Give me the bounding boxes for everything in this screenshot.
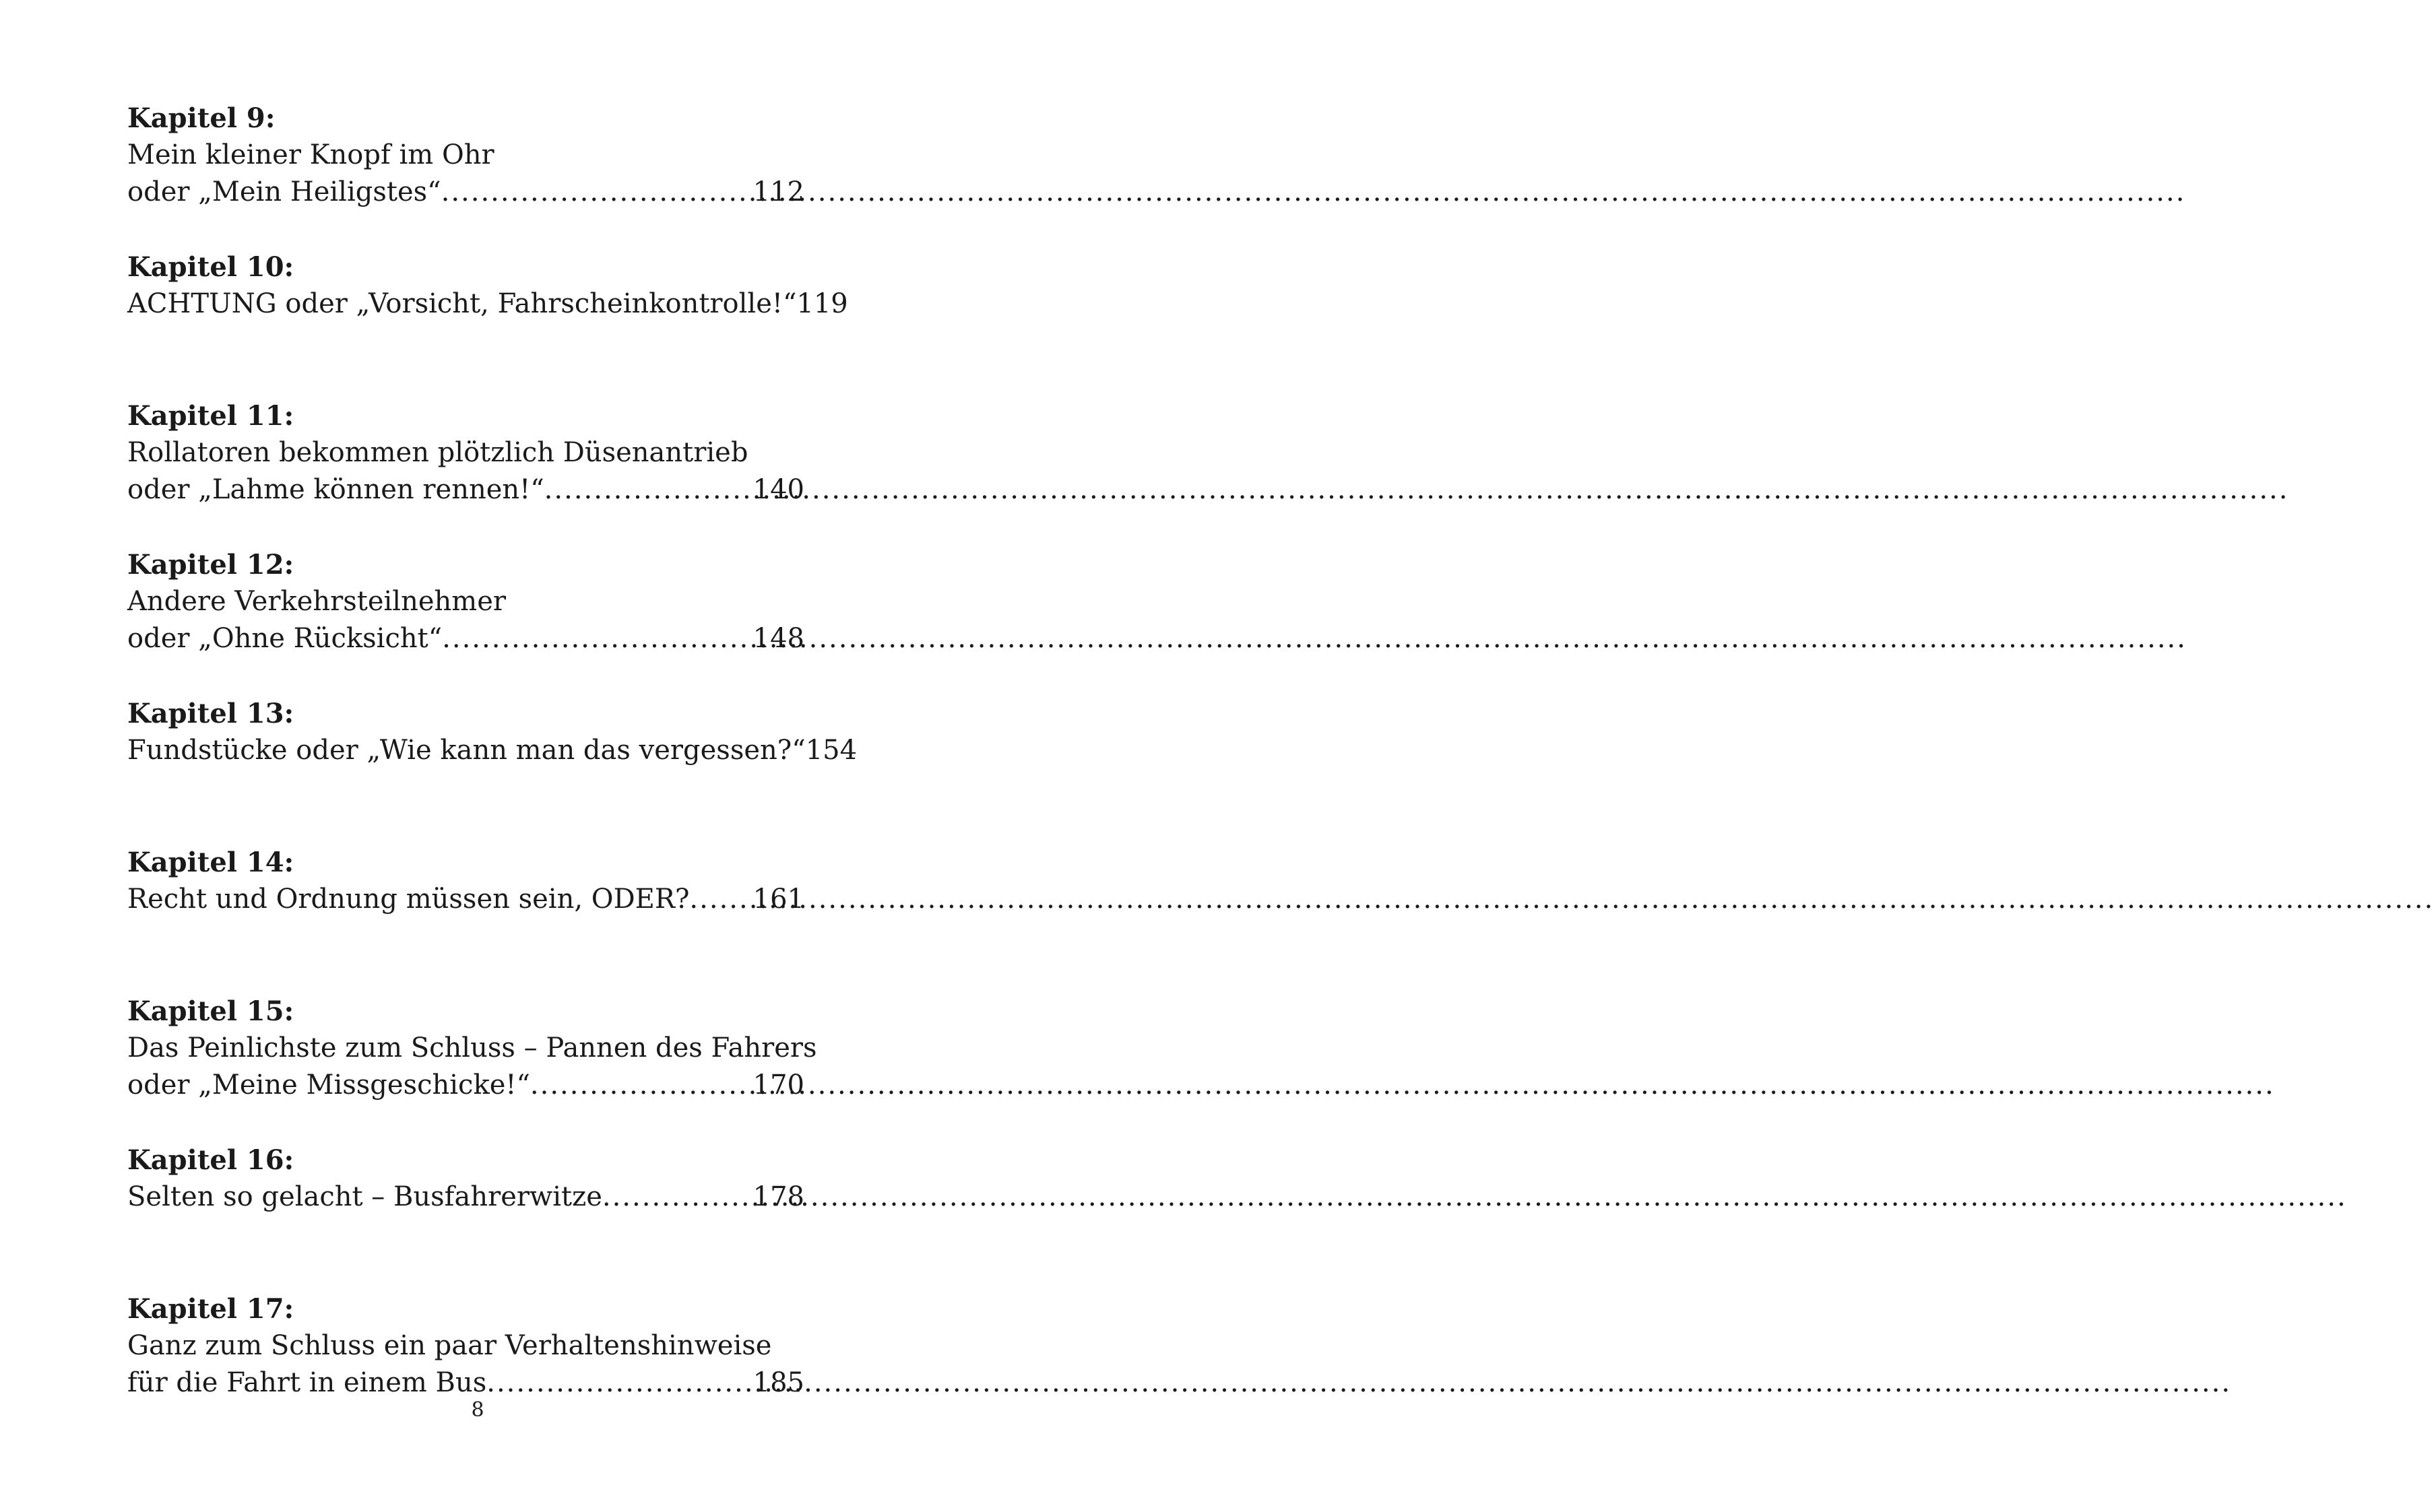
chapter-title-text: Fundstücke oder „Wie kann man das vergessen?“	[127, 735, 806, 766]
chapter-title-text: oder „Meine Missgeschicke!“	[127, 1070, 530, 1100]
toc-entry-chapter-13	[127, 695, 858, 844]
chapter-title-leader-line	[127, 881, 804, 918]
chapter-title-text: Recht und Ordnung müssen sein, ODER?	[127, 884, 690, 915]
dot-leader	[486, 1365, 752, 1402]
dot-leader	[530, 1067, 753, 1104]
chapter-title-line: Mein kleiner Knopf im Ohr	[127, 139, 494, 170]
chapter-heading: Kapitel 13:	[127, 698, 294, 729]
chapter-title-text: Selten so gelacht – Busfahrerwitze	[127, 1181, 602, 1212]
table-of-contents	[127, 100, 858, 1439]
chapter-heading: Kapitel 10:	[127, 251, 294, 283]
chapter-title-leader-line	[127, 620, 804, 657]
toc-entry-chapter-12	[127, 546, 804, 695]
chapter-title-line: Rollatoren bekommen plötzlich Düsenantrieb	[127, 437, 748, 468]
chapter-title-line: Ganz zum Schluss ein paar Verhaltenshinweise	[127, 1330, 772, 1361]
chapter-title-leader-line	[127, 174, 804, 211]
toc-entry-chapter-11	[127, 397, 804, 546]
chapter-page-number: 148	[752, 623, 804, 654]
toc-entry-chapter-16	[127, 1142, 804, 1290]
chapter-page-number: 140	[752, 474, 804, 505]
dot-leader	[441, 174, 753, 211]
dot-leader	[442, 620, 752, 657]
chapter-title-leader-line	[127, 1067, 804, 1104]
chapter-title-line: Andere Verkehrsteilnehmer	[127, 586, 507, 617]
chapter-page-number: 112	[752, 176, 804, 207]
chapter-heading: Kapitel 15:	[127, 995, 294, 1027]
chapter-page-number: 119	[796, 288, 848, 319]
chapter-page-number: 178	[752, 1181, 804, 1212]
chapter-page-number: 154	[805, 735, 858, 766]
chapter-title-leader-line	[127, 286, 848, 323]
toc-entry-chapter-14	[127, 844, 804, 993]
page-number: 8	[471, 1398, 484, 1422]
chapter-title-line: Das Peinlichste zum Schluss – Pannen des Fahrers	[127, 1032, 817, 1063]
chapter-heading: Kapitel 12:	[127, 549, 294, 581]
chapter-title-leader-line	[127, 732, 858, 769]
chapter-title-text: oder „Ohne Rücksicht“	[127, 623, 443, 654]
chapter-heading: Kapitel 17:	[127, 1293, 294, 1325]
chapter-title-text: ACHTUNG oder „Vorsicht, Fahrscheinkontrolle!“	[127, 288, 797, 319]
chapter-title-text: für die Fahrt in einem Bus	[127, 1367, 487, 1398]
chapter-title-text: oder „Mein Heiligstes“	[127, 176, 441, 207]
chapter-page-number: 170	[752, 1070, 804, 1100]
chapter-heading: Kapitel 16:	[127, 1144, 294, 1176]
chapter-title-leader-line	[127, 1179, 804, 1216]
chapter-heading: Kapitel 11:	[127, 400, 294, 432]
dot-leader	[689, 881, 752, 918]
toc-entry-chapter-15	[127, 993, 817, 1142]
toc-entry-chapter-9	[127, 100, 804, 249]
chapter-heading: Kapitel 9:	[127, 102, 276, 134]
chapter-title-leader-line	[127, 1365, 804, 1402]
chapter-page-number: 185	[752, 1367, 804, 1398]
chapter-title-text: oder „Lahme können rennen!“	[127, 474, 544, 505]
dot-leader	[544, 471, 753, 508]
chapter-page-number: 161	[752, 884, 804, 915]
toc-entry-chapter-10	[127, 249, 848, 397]
chapter-heading: Kapitel 14:	[127, 847, 294, 878]
dot-leader	[602, 1179, 753, 1216]
chapter-title-leader-line	[127, 471, 804, 508]
